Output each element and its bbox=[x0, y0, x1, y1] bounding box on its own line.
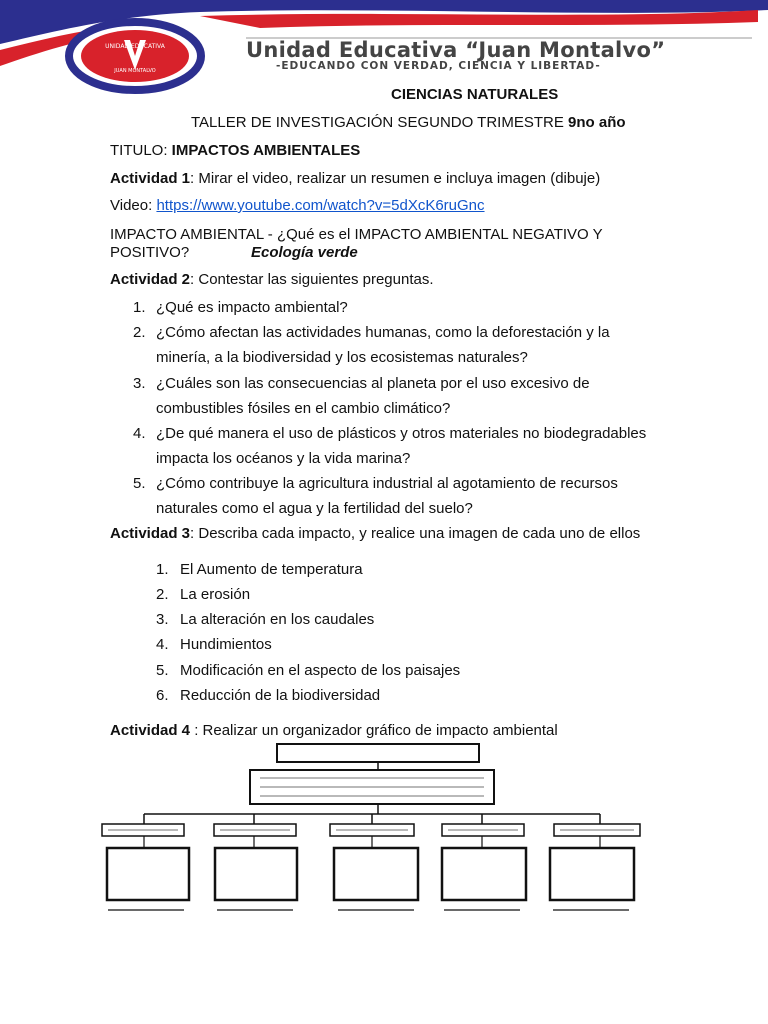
organizer-image-box bbox=[442, 848, 526, 900]
title-label: TITULO: bbox=[110, 142, 172, 159]
question-text-cont: combustibles fósiles en el cambio climático? bbox=[156, 400, 451, 417]
graphic-organizer bbox=[100, 740, 660, 920]
impact-item: Reducción de la biodiversidad bbox=[180, 687, 381, 704]
activity-1 bbox=[110, 170, 600, 188]
school-logo bbox=[69, 22, 201, 90]
workshop-heading bbox=[191, 114, 626, 132]
impact-number: 6. bbox=[156, 687, 169, 704]
impact-item: El Aumento de temperatura bbox=[180, 561, 363, 578]
question-text: ¿Cuáles son las consecuencias al planeta por el uso excesivo de bbox=[156, 375, 590, 392]
question-text-cont: naturales como el agua y la fertilidad del suelo? bbox=[156, 500, 473, 517]
school-name: Unidad Educativa “Juan Montalvo” bbox=[246, 38, 666, 62]
organizer-image-box bbox=[215, 848, 297, 900]
impact-number: 2. bbox=[156, 586, 169, 603]
question-number: 3. bbox=[133, 375, 146, 392]
impact-item: Modificación en el aspecto de los paisajes bbox=[180, 662, 461, 679]
activity-1-label: Actividad 1 bbox=[110, 170, 191, 187]
question-number: 5. bbox=[133, 475, 146, 492]
organizer-top-box bbox=[277, 744, 479, 762]
question-text: ¿De qué manera el uso de plásticos y otros materiales no biodegradables bbox=[156, 425, 647, 442]
impact-item: La alteración en los caudales bbox=[180, 611, 375, 628]
school-header bbox=[0, 0, 768, 100]
grade-text: 9no año bbox=[568, 114, 626, 131]
impact-source-tag: Ecología verde bbox=[251, 244, 358, 261]
impact-item: Hundimientos bbox=[180, 636, 272, 653]
question-number: 2. bbox=[133, 324, 146, 341]
activity-3-label: Actividad 3 bbox=[110, 525, 191, 542]
svg-text:JUAN MONTALVO: JUAN MONTALVO bbox=[114, 68, 156, 74]
question-text-cont: minería, a la biodiversidad y los ecosistemas naturales? bbox=[156, 349, 528, 366]
workshop-text: TALLER DE INVESTIGACIÓN SEGUNDO TRIMESTRE bbox=[191, 114, 569, 131]
title-value: IMPACTOS AMBIENTALES bbox=[171, 142, 361, 159]
question-text: ¿Cómo contribuye la agricultura industrial al agotamiento de recursos bbox=[156, 475, 618, 492]
question-number: 4. bbox=[133, 425, 146, 442]
question-text: ¿Cómo afectan las actividades humanas, como la deforestación y la bbox=[156, 324, 610, 341]
question-number: 1. bbox=[133, 299, 146, 316]
activity-1-text: : Mirar el video, realizar un resumen e incluya imagen (dibuje) bbox=[190, 170, 601, 187]
impact-question-text: POSITIVO? bbox=[110, 244, 190, 261]
activity-3 bbox=[110, 525, 640, 543]
impact-number: 5. bbox=[156, 662, 169, 679]
question-text: ¿Qué es impacto ambiental? bbox=[156, 299, 348, 316]
title-line bbox=[110, 142, 360, 160]
activity-2-text: : Contestar las siguientes preguntas. bbox=[190, 271, 434, 288]
impact-question-line-2 bbox=[110, 244, 358, 262]
organizer-image-box bbox=[550, 848, 634, 900]
impact-number: 4. bbox=[156, 636, 169, 653]
organizer-image-box bbox=[334, 848, 418, 900]
subject-heading: CIENCIAS NATURALES bbox=[391, 86, 559, 103]
impact-number: 3. bbox=[156, 611, 169, 628]
impact-number: 1. bbox=[156, 561, 169, 578]
video-label: Video: bbox=[110, 197, 157, 214]
activity-3-text: : Describa cada impacto, y realice una imagen de cada uno de ellos bbox=[190, 525, 641, 542]
question-text-cont: impacta los océanos y la vida marina? bbox=[156, 450, 411, 467]
activity-2-label: Actividad 2 bbox=[110, 271, 191, 288]
activity-4-text: : Realizar un organizador gráfico de impacto ambiental bbox=[190, 722, 558, 739]
impact-question-line-1: IMPACTO AMBIENTAL - ¿Qué es el IMPACTO AMBIENTAL NEGATIVO Y bbox=[110, 226, 603, 243]
school-motto: -EDUCANDO CON VERDAD, CIENCIA Y LIBERTAD- bbox=[276, 60, 601, 72]
svg-text:UNIDAD EDUCATIVA: UNIDAD EDUCATIVA bbox=[105, 43, 165, 50]
activity-4 bbox=[110, 722, 558, 740]
impact-item: La erosión bbox=[180, 586, 251, 603]
activity-2 bbox=[110, 271, 434, 289]
organizer-image-box bbox=[107, 848, 189, 900]
activity-4-label: Actividad 4 bbox=[110, 722, 191, 739]
video-line bbox=[110, 197, 485, 215]
video-link[interactable]: https://www.youtube.com/watch?v=5dXcK6ruGnc bbox=[156, 197, 485, 214]
